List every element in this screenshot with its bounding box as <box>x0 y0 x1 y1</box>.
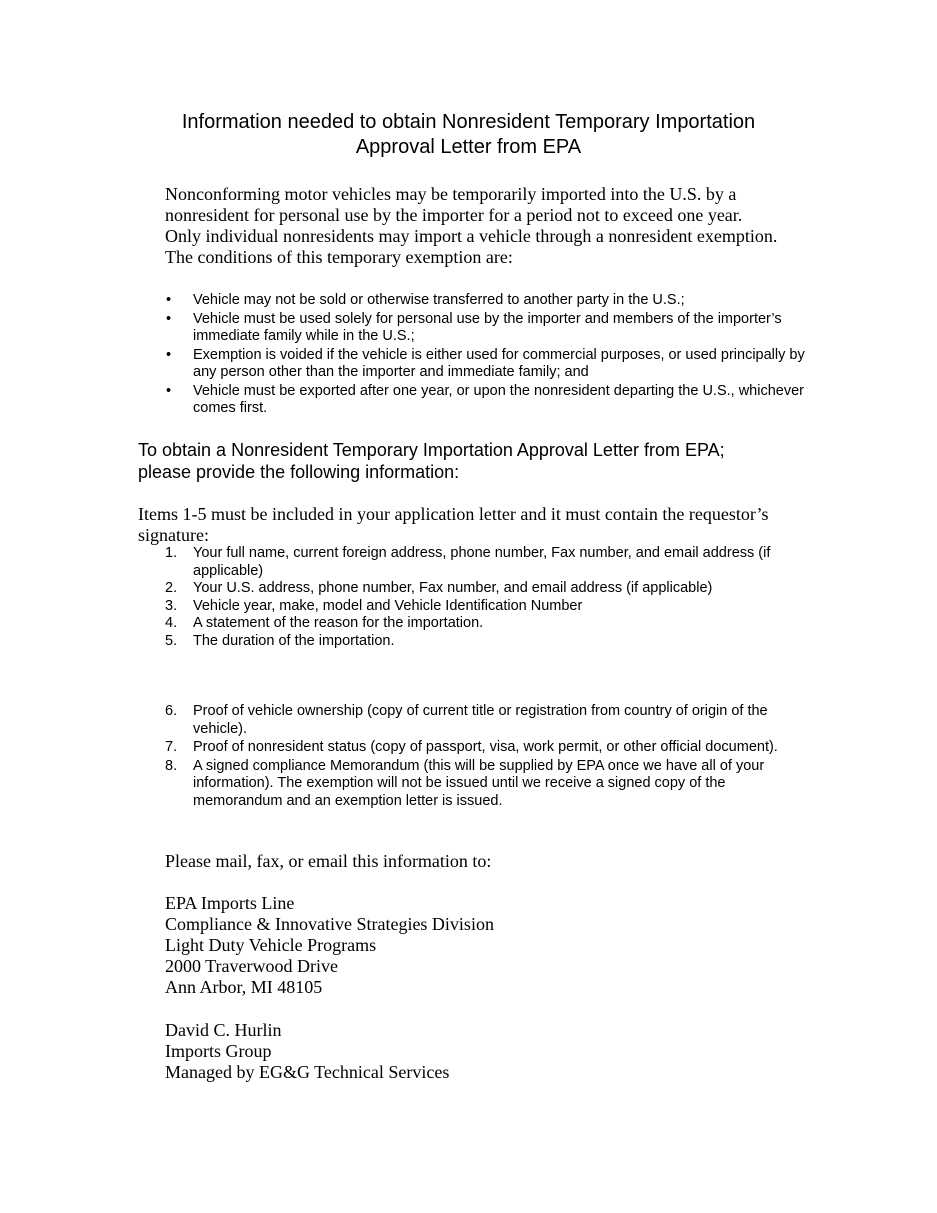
bullet-icon: • <box>166 346 172 363</box>
list-item <box>165 739 815 757</box>
items-intro-line-1: Items 1-5 must be included in your application letter and it must contain the requestor’s <box>138 504 769 524</box>
additional-items-list <box>165 703 815 811</box>
item-text: The duration of the importation. <box>193 632 395 649</box>
items-intro-line-2: signature: <box>138 525 209 545</box>
mail-instruction: Please mail, fax, or email this information to: <box>165 851 492 871</box>
condition-item <box>165 311 805 346</box>
item-text: Proof of vehicle ownership (copy of current title or registration from country of origin of the vehicle). <box>193 703 768 737</box>
list-item <box>165 545 815 580</box>
item-text: A statement of the reason for the importation. <box>193 615 484 631</box>
contact-line: David C. Hurlin <box>165 1020 282 1040</box>
bullet-icon: • <box>166 310 172 327</box>
list-item <box>165 598 815 616</box>
condition-text: Vehicle may not be sold or otherwise transferred to another party in the U.S.; <box>193 292 685 308</box>
intro-line: Only individual nonresidents may import a vehicle through a nonresident exemption. <box>165 226 778 246</box>
contact-line: Imports Group <box>165 1041 272 1061</box>
obtain-line-1: To obtain a Nonresident Temporary Importation Approval Letter from EPA; <box>138 440 725 460</box>
item-number: 6. <box>165 703 178 719</box>
address-line: 2000 Traverwood Drive <box>165 956 338 976</box>
condition-text: Vehicle must be used solely for personal use by the importer and members of the importer’s immediate family while in the U.S.; <box>193 310 782 344</box>
items-intro <box>138 504 818 546</box>
bullet-icon: • <box>166 382 172 399</box>
list-item <box>165 758 815 811</box>
intro-line: Nonconforming motor vehicles may be temporarily imported into the U.S. by a <box>165 184 737 204</box>
condition-text: Vehicle must be exported after one year, or upon the nonresident departing the U.S., whichever comes first. <box>193 382 804 416</box>
intro-line: nonresident for personal use by the importer for a period not to exceed one year. <box>165 205 743 225</box>
list-item <box>165 615 815 633</box>
list-item <box>165 633 815 651</box>
condition-text: Exemption is voided if the vehicle is either used for commercial purposes, or used principally by any person other than the importer and immediate family; and <box>193 346 805 380</box>
item-text: Vehicle year, make, model and Vehicle Identification Number <box>193 597 583 614</box>
required-items-list <box>165 545 815 650</box>
obtain-heading <box>138 439 838 483</box>
item-number: 7. <box>165 739 178 755</box>
address-line: EPA Imports Line <box>165 893 295 913</box>
item-text: Proof of nonresident status (copy of passport, visa, work permit, or other official document). <box>193 739 778 755</box>
item-number: 8. <box>165 757 178 774</box>
contact-line: Managed by EG&G Technical Services <box>165 1062 450 1082</box>
item-number: 1. <box>165 545 178 561</box>
address-line: Ann Arbor, MI 48105 <box>165 977 323 997</box>
item-number: 5. <box>165 632 178 649</box>
condition-item <box>165 347 805 382</box>
item-text: Your full name, current foreign address, phone number, Fax number, and email address (if applicable) <box>193 545 771 579</box>
item-number: 2. <box>165 580 178 596</box>
item-text: Your U.S. address, phone number, Fax number, and email address (if applicable) <box>193 580 713 596</box>
item-text: A signed compliance Memorandum (this will be supplied by EPA once we have all of your information). The exemption will not be issued until we receive a signed copy of the memorandum and an exemption letter is issued. <box>193 757 765 809</box>
address-line: Light Duty Vehicle Programs <box>165 935 377 955</box>
list-item <box>165 580 815 598</box>
item-number: 4. <box>165 615 178 631</box>
intro-line: The conditions of this temporary exemption are: <box>165 247 513 267</box>
obtain-line-2: please provide the following information: <box>138 462 460 482</box>
bullet-icon: • <box>166 292 172 308</box>
condition-item <box>165 292 805 310</box>
contact-block <box>165 1020 449 1083</box>
conditions-list <box>165 292 805 419</box>
condition-item <box>165 383 805 418</box>
title-line-1: Information needed to obtain Nonresident Temporary Importation <box>181 111 756 133</box>
list-item <box>165 703 815 738</box>
title-line-2: Approval Letter from EPA <box>355 136 582 158</box>
item-number: 3. <box>165 597 178 614</box>
mailing-address <box>165 893 494 998</box>
intro-paragraph <box>165 184 825 268</box>
page-title <box>100 110 837 160</box>
address-line: Compliance & Innovative Strategies Division <box>165 914 494 934</box>
